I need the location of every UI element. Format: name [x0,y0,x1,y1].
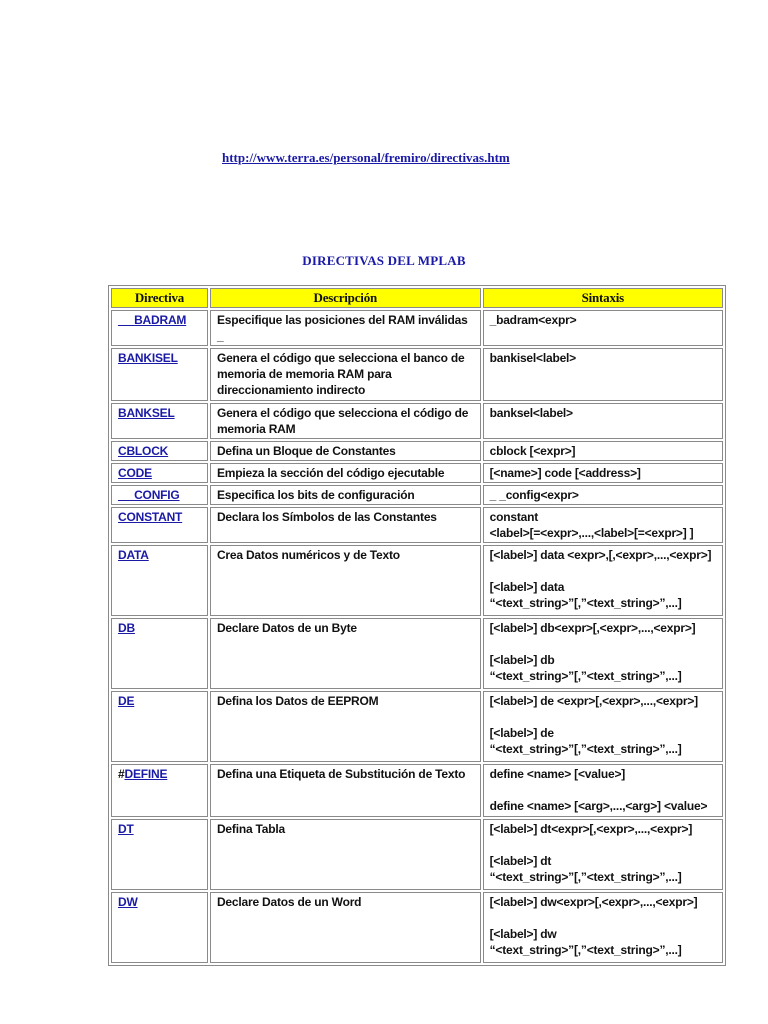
description-text: Genera el código que selecciona el banco de memoria de memoria RAM para direccionamiento indirecto [216,351,465,397]
directive-cell [111,310,208,346]
column-header-descripcion: Descripción [210,288,481,308]
description-cell [210,485,481,505]
table-row [111,348,723,401]
description-text: Defina una Etiqueta de Substitución de Texto [216,767,466,781]
description-cell [210,463,481,483]
description-cell [210,348,481,401]
table-row [111,545,723,616]
directive-prefix: _ _ [118,488,135,502]
table-header-row [111,288,723,308]
syntax-line: [<label>] dt<expr>[,<expr>,...,<expr>] [489,822,693,836]
syntax-line: [<label>] dt [489,854,552,868]
description-cell [210,691,481,762]
description-text: Defina los Datos de EEPROM [216,694,379,708]
description-text: Defina un Bloque de Constantes [216,444,396,458]
directive-cell [111,403,208,439]
syntax-cell [483,892,723,963]
syntax-cell [483,764,723,817]
syntax-line: “<text_string>”[,”<text_string>”,...] [489,870,682,884]
directive-cell [111,892,208,963]
description-text: Declare Datos de un Word [216,895,362,909]
description-cell [210,310,481,346]
table-row [111,618,723,689]
syntax-cell [483,485,723,505]
directive-cell [111,691,208,762]
syntax-line: cblock [<expr>] [489,444,576,458]
syntax-cell [483,348,723,401]
description-cell [210,403,481,439]
syntax-cell [483,310,723,346]
description-text: Empieza la sección del código ejecutable [216,466,445,480]
description-cell [210,507,481,543]
directive-link[interactable]: DT [118,822,134,836]
description-text: Genera el código que selecciona el código de memoria RAM [216,406,469,436]
directive-link[interactable]: BANKSEL [118,406,175,420]
description-cell [210,819,481,890]
directive-link[interactable]: DB [118,621,135,635]
description-text: Declare Datos de un Byte [216,621,357,635]
syntax-line: [<label>] data [489,580,565,594]
document-title-text: DIRECTIVAS DEL MPLAB [302,253,466,268]
syntax-line: define <name> [<value>] [489,767,626,781]
syntax-cell [483,618,723,689]
syntax-line: [<label>] db [489,653,555,667]
directive-prefix: _ _ [118,313,135,327]
column-header-sintaxis: Sintaxis [483,288,723,308]
directive-cell [111,441,208,461]
directive-link[interactable]: BADRAM [134,313,187,327]
directive-cell [111,507,208,543]
table-row [111,310,723,346]
table-row [111,819,723,890]
column-header-directiva: Directiva [111,288,208,308]
description-text: Crea Datos numéricos y de Texto [216,548,400,562]
syntax-cell [483,691,723,762]
table-row [111,403,723,439]
directive-cell [111,348,208,401]
table-row [111,691,723,762]
syntax-cell [483,819,723,890]
syntax-line: define <name> [<arg>,...,<arg>] <value> [489,799,708,813]
directive-link[interactable]: DE [118,694,135,708]
description-tail: _ [216,329,224,343]
syntax-spacer [490,636,719,652]
description-text: Declara los Símbolos de las Constantes [216,510,437,524]
description-cell [210,441,481,461]
syntax-line: [<label>] de [489,726,554,740]
directive-link[interactable]: DEFINE [124,767,168,781]
table-row [111,892,723,963]
description-cell [210,892,481,963]
syntax-line: [<name>] code [<address>] [489,466,641,480]
syntax-line: _ _config<expr> [489,488,579,502]
syntax-spacer [490,709,719,725]
syntax-line: <label>[=<expr>,...,<label>[=<expr>] ] [489,526,694,540]
directive-cell [111,545,208,616]
syntax-line: “<text_string>”[,”<text_string>”,...] [489,596,682,610]
table-row [111,485,723,505]
table-row [111,441,723,461]
document-title [0,253,768,269]
syntax-cell [483,545,723,616]
syntax-line: _badram<expr> [489,313,577,327]
table-row [111,507,723,543]
syntax-line: bankisel<label> [489,351,576,365]
syntax-cell [483,441,723,461]
description-text: Defina Tabla [216,822,286,836]
table-row [111,764,723,817]
syntax-line: “<text_string>”[,”<text_string>”,...] [489,943,682,957]
directive-link[interactable]: CONSTANT [118,510,183,524]
syntax-spacer [490,910,719,926]
description-cell [210,764,481,817]
description-cell [210,545,481,616]
syntax-line: [<label>] data <expr>,[,<expr>,...,<expr>] [489,548,712,562]
directive-cell [111,463,208,483]
directive-link[interactable]: CODE [118,466,152,480]
syntax-spacer [490,837,719,853]
description-text: Especifique las posiciones del RAM inválidas [216,313,468,327]
syntax-line: “<text_string>”[,”<text_string>”,...] [489,742,682,756]
directive-cell [111,485,208,505]
syntax-cell [483,507,723,543]
syntax-line: [<label>] de <expr>[,<expr>,...,<expr>] [489,694,698,708]
directive-link[interactable]: CBLOCK [118,444,169,458]
description-cell [210,618,481,689]
syntax-line: [<label>] dw [489,927,557,941]
directive-cell [111,819,208,890]
directive-link[interactable]: DW [118,895,138,909]
table-row [111,463,723,483]
syntax-spacer [490,782,719,798]
directive-link[interactable]: BANKISEL [118,351,178,365]
directive-cell [111,618,208,689]
syntax-line: [<label>] dw<expr>[,<expr>,...,<expr>] [489,895,698,909]
directive-cell [111,764,208,817]
directives-table [108,285,726,966]
syntax-spacer [490,563,719,579]
syntax-cell [483,403,723,439]
syntax-line: “<text_string>”[,”<text_string>”,...] [489,669,682,683]
source-url-link[interactable]: http://www.terra.es/personal/fremiro/directivas.htm [222,150,510,165]
directive-link[interactable]: DATA [118,548,149,562]
syntax-line: [<label>] db<expr>[,<expr>,...,<expr>] [489,621,696,635]
syntax-line: constant [489,510,539,524]
directive-prefix: # [118,767,125,781]
directive-link[interactable]: CONFIG [134,488,180,502]
syntax-cell [483,463,723,483]
description-text: Especifica los bits de configuración [216,488,415,502]
syntax-line: banksel<label> [489,406,573,420]
